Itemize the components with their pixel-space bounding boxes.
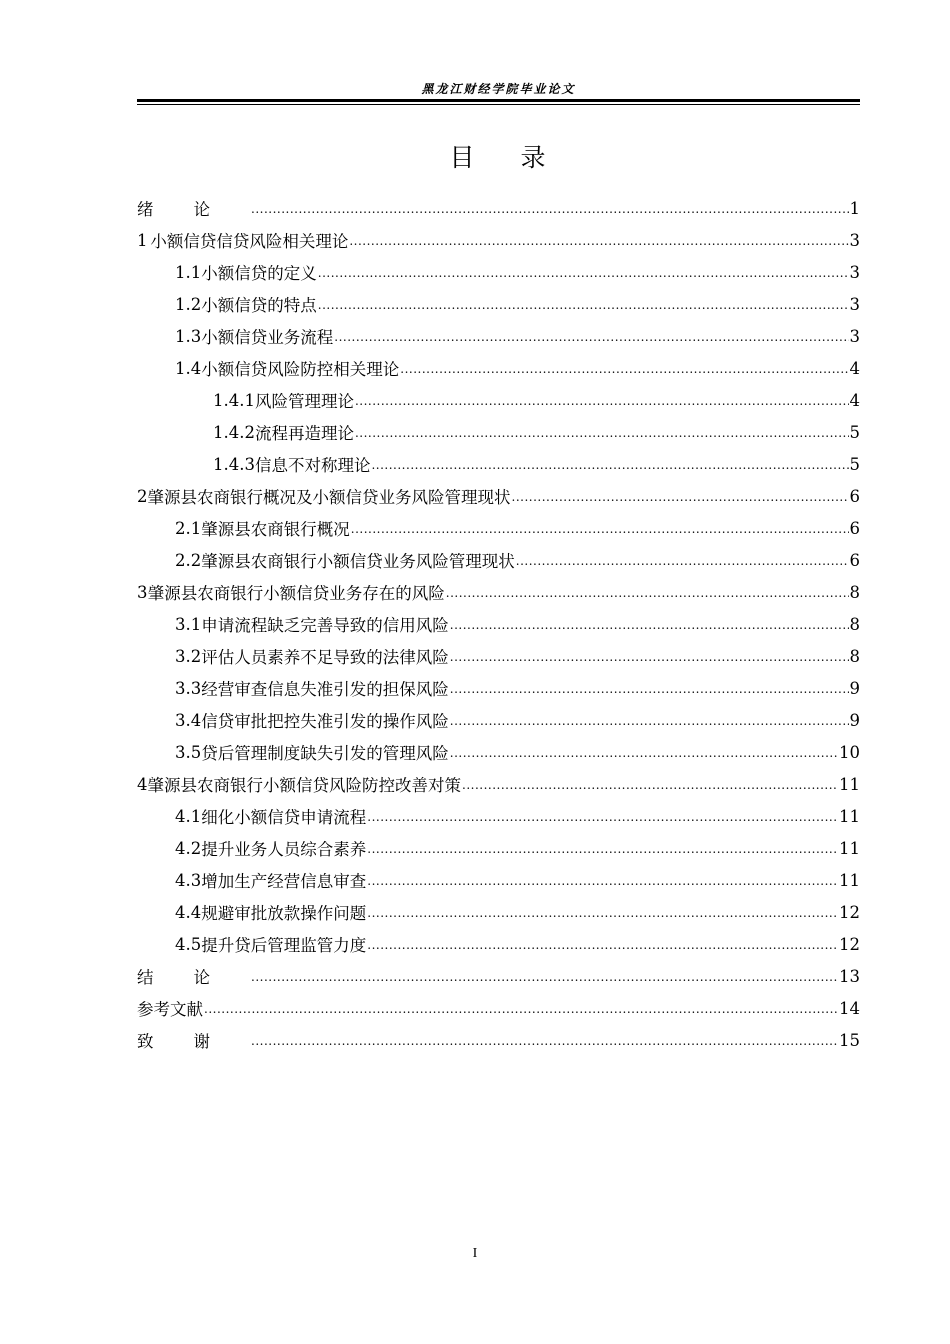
toc-entry-title: 肇源县农商银行小额信贷业务存在的风险 — [147, 584, 445, 603]
toc-entry-title: 肇源县农商银行小额信贷风险防控改善对策 — [147, 776, 461, 795]
toc-entry-page: 15 — [839, 1030, 860, 1050]
toc-entry[interactable] — [137, 544, 860, 576]
dot-leader — [450, 683, 849, 704]
dot-leader — [446, 587, 849, 608]
toc-entry[interactable] — [137, 384, 860, 416]
toc-entry-title: 小额信贷业务流程 — [201, 328, 334, 347]
toc-entry-page: 4 — [849, 390, 860, 410]
dot-leader — [351, 523, 849, 544]
toc-entry-title: 肇源县农商银行概况 — [201, 520, 350, 539]
toc-entry-page: 6 — [849, 486, 860, 506]
toc-entry-title: 提升贷后管理监管力度 — [201, 936, 367, 955]
toc-entry-number: 3.1 — [175, 614, 202, 634]
toc-entry-page: 3 — [849, 294, 860, 314]
dot-leader — [450, 619, 849, 640]
toc-entry[interactable] — [137, 576, 860, 608]
toc-entry-page: 5 — [849, 422, 860, 442]
dot-leader — [355, 395, 849, 416]
toc-entry[interactable] — [137, 192, 860, 224]
toc-entry-title: 增加生产经营信息审查 — [201, 872, 367, 891]
toc-entry-page: 9 — [849, 678, 860, 698]
toc-entry-number: 3.5 — [175, 742, 202, 762]
toc-entry[interactable] — [137, 768, 860, 800]
dot-leader — [367, 843, 838, 864]
toc-entry-number: 2.2 — [175, 550, 202, 570]
toc-entry-number: 4.2 — [175, 838, 202, 858]
toc-entry-number: 1.4.1 — [213, 390, 255, 410]
toc-entry[interactable] — [137, 864, 860, 896]
dot-leader — [462, 779, 838, 800]
dot-leader — [251, 203, 849, 224]
toc-entry-title: 经营审查信息失准引发的担保风险 — [201, 680, 449, 699]
toc-entry-title: 致谢 — [137, 1032, 250, 1051]
toc-entry-page: 8 — [849, 646, 860, 666]
toc-entry-title: 贷后管理制度缺失引发的管理风险 — [201, 744, 449, 763]
toc-entry-title: 参考文献 — [137, 1000, 203, 1019]
toc-entry-page: 9 — [849, 710, 860, 730]
toc-entry-number: 4.4 — [175, 902, 202, 922]
toc-entry-page: 6 — [849, 518, 860, 538]
dot-leader — [367, 907, 838, 928]
toc-entry[interactable] — [137, 736, 860, 768]
toc-entry-page: 3 — [849, 230, 860, 250]
toc-entry-page: 4 — [849, 358, 860, 378]
toc-entry-number: 4.1 — [175, 806, 202, 826]
toc-entry-title: 信息不对称理论 — [254, 456, 371, 475]
dot-leader — [450, 715, 849, 736]
dot-leader — [367, 811, 838, 832]
toc-entry-page: 11 — [839, 774, 860, 794]
dot-leader — [512, 491, 849, 512]
toc-entry-title: 结论 — [137, 968, 250, 987]
toc-entry[interactable] — [137, 960, 860, 992]
toc-entry[interactable] — [137, 992, 860, 1024]
toc-entry-page: 10 — [839, 742, 860, 762]
dot-leader — [450, 651, 849, 672]
toc-entry-title: 信贷审批把控失准引发的操作风险 — [201, 712, 449, 731]
table-of-contents — [137, 192, 860, 1056]
toc-entry-page: 13 — [839, 966, 860, 986]
toc-entry-number: 1 — [137, 230, 148, 250]
toc-entry[interactable] — [137, 608, 860, 640]
toc-entry[interactable] — [137, 832, 860, 864]
toc-entry-page: 12 — [839, 934, 860, 954]
toc-entry-page: 8 — [849, 582, 860, 602]
toc-entry[interactable] — [137, 928, 860, 960]
toc-entry-title: 细化小额信贷申请流程 — [201, 808, 367, 827]
running-header: 黑龙江财经学院毕业论文 — [421, 82, 576, 96]
toc-entry-number: 1.4.3 — [213, 454, 255, 474]
toc-entry-page: 3 — [849, 326, 860, 346]
toc-title — [137, 138, 860, 174]
toc-entry[interactable] — [137, 896, 860, 928]
toc-entry-number: 1.4.2 — [213, 422, 255, 442]
toc-entry-title: 评估人员素养不足导致的法律风险 — [201, 648, 449, 667]
dot-leader — [367, 939, 838, 960]
toc-entry[interactable] — [137, 352, 860, 384]
dot-leader — [251, 971, 838, 992]
toc-entry-title: 风险管理理论 — [254, 392, 354, 411]
toc-entry-number: 1.2 — [175, 294, 202, 314]
dot-leader — [371, 459, 848, 480]
dot-leader — [318, 267, 849, 288]
dot-leader — [367, 875, 838, 896]
toc-entry-title: 申请流程缺乏完善导致的信用风险 — [201, 616, 449, 635]
toc-title-char: 目 — [449, 143, 477, 172]
dot-leader — [251, 1035, 838, 1056]
toc-entry-title: 规避审批放款操作问题 — [201, 904, 367, 923]
toc-entry-number: 4.3 — [175, 870, 202, 890]
dot-leader — [334, 331, 848, 352]
toc-entry[interactable] — [137, 288, 860, 320]
toc-entry-page: 6 — [849, 550, 860, 570]
toc-entry-page: 11 — [839, 870, 860, 890]
toc-entry[interactable] — [137, 672, 860, 704]
dot-leader — [204, 1003, 838, 1024]
toc-entry-page: 14 — [839, 998, 860, 1018]
toc-entry[interactable] — [137, 1024, 860, 1056]
toc-entry-number: 1.1 — [175, 262, 202, 282]
dot-leader — [318, 299, 849, 320]
toc-entry[interactable] — [137, 224, 860, 256]
toc-entry-title: 小额信贷的定义 — [201, 264, 317, 283]
toc-entry-title: 小额信贷的特点 — [201, 296, 317, 315]
toc-entry-number: 1.3 — [175, 326, 202, 346]
toc-entry-number: 2.1 — [175, 518, 202, 538]
toc-entry-number: 4.5 — [175, 934, 202, 954]
toc-entry-number: 3 — [137, 582, 148, 602]
toc-entry-title: 肇源县农商银行小额信贷业务风险管理现状 — [201, 552, 515, 571]
header-rule-thick — [137, 99, 860, 102]
toc-entry[interactable] — [137, 256, 860, 288]
toc-entry[interactable] — [137, 416, 860, 448]
toc-title-char: 录 — [520, 143, 548, 172]
dot-leader — [450, 747, 838, 768]
toc-entry-number: 3.2 — [175, 646, 202, 666]
toc-entry[interactable] — [137, 800, 860, 832]
toc-entry-page: 5 — [849, 454, 860, 474]
toc-entry-title: 流程再造理论 — [254, 424, 354, 443]
toc-entry-page: 11 — [839, 806, 860, 826]
toc-entry-number: 3.3 — [175, 678, 202, 698]
toc-entry-number: 4 — [137, 774, 148, 794]
toc-entry-title: 小额信贷信贷风险相关理论 — [150, 232, 349, 251]
toc-entry-number: 2 — [137, 486, 148, 506]
toc-entry[interactable] — [137, 640, 860, 672]
toc-entry-page: 11 — [839, 838, 860, 858]
toc-entry[interactable] — [137, 512, 860, 544]
toc-entry-title: 小额信贷风险防控相关理论 — [201, 360, 400, 379]
dot-leader — [400, 363, 848, 384]
toc-entry-page: 3 — [849, 262, 860, 282]
toc-entry-title: 肇源县农商银行概况及小额信贷业务风险管理现状 — [147, 488, 511, 507]
dot-leader — [349, 235, 848, 256]
toc-entry-page: 8 — [849, 614, 860, 634]
toc-entry-number: 3.4 — [175, 710, 202, 730]
toc-entry-number: 1.4 — [175, 358, 202, 378]
toc-entry[interactable] — [137, 320, 860, 352]
toc-entry[interactable] — [137, 480, 860, 512]
toc-entry-page: 12 — [839, 902, 860, 922]
toc-entry-title: 提升业务人员综合素养 — [201, 840, 367, 859]
toc-entry[interactable] — [137, 704, 860, 736]
page-number: I — [472, 1246, 478, 1261]
dot-leader — [516, 555, 849, 576]
dot-leader — [355, 427, 849, 448]
toc-entry-page: 1 — [849, 198, 860, 218]
toc-entry[interactable] — [137, 448, 860, 480]
header-rule-thin — [137, 104, 860, 105]
toc-entry-title: 绪论 — [137, 200, 250, 219]
